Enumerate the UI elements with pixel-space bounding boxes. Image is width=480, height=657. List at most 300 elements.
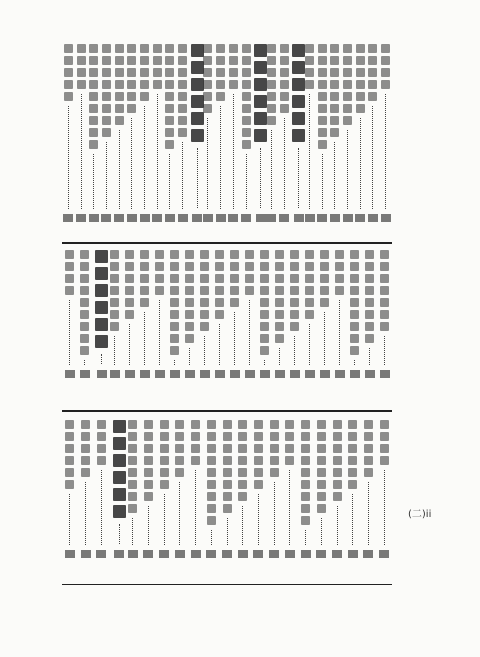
illegible-glyph (110, 286, 119, 295)
illegible-glyph (350, 274, 359, 283)
illegible-glyph (229, 80, 238, 89)
dotted-leader (339, 300, 340, 365)
illegible-glyph (153, 44, 162, 53)
dotted-leader (93, 154, 94, 209)
illegible-glyph (333, 492, 342, 501)
illegible-glyph (292, 112, 305, 125)
page-number (335, 370, 345, 378)
illegible-glyph (260, 310, 269, 319)
illegible-glyph (165, 104, 174, 113)
page-number (152, 214, 162, 222)
illegible-glyph (140, 92, 149, 101)
illegible-glyph (65, 468, 74, 477)
page-number (63, 214, 73, 222)
toc-entry-column (367, 44, 379, 222)
illegible-glyph (178, 80, 187, 89)
illegible-glyph (128, 468, 137, 477)
illegible-glyph (270, 420, 279, 429)
illegible-glyph (81, 456, 90, 465)
illegible-glyph (185, 274, 194, 283)
page-number (127, 214, 137, 222)
illegible-glyph (144, 456, 153, 465)
dotted-leader (242, 506, 243, 545)
illegible-glyph (165, 68, 174, 77)
illegible-glyph (160, 420, 169, 429)
illegible-glyph (207, 456, 216, 465)
illegible-glyph (301, 468, 310, 477)
illegible-glyph (65, 432, 74, 441)
toc-entry-column (289, 250, 301, 378)
page-number (260, 370, 270, 378)
illegible-glyph (113, 454, 126, 467)
illegible-glyph (170, 250, 179, 259)
illegible-glyph (97, 444, 106, 453)
illegible-glyph (125, 262, 134, 271)
illegible-glyph (280, 104, 289, 113)
dotted-leader (68, 106, 69, 209)
illegible-glyph (113, 505, 126, 518)
illegible-glyph (223, 480, 232, 489)
illegible-glyph (215, 250, 224, 259)
illegible-glyph (343, 80, 352, 89)
illegible-glyph (260, 262, 269, 271)
dotted-leader (369, 348, 370, 365)
illegible-glyph (318, 116, 327, 125)
dotted-leader (309, 324, 310, 365)
illegible-glyph (320, 274, 329, 283)
illegible-glyph (285, 456, 294, 465)
illegible-glyph (260, 322, 269, 331)
illegible-glyph (343, 44, 352, 53)
illegible-glyph (207, 480, 216, 489)
illegible-glyph (350, 322, 359, 331)
illegible-glyph (127, 68, 136, 77)
illegible-glyph (140, 262, 149, 271)
toc-heading-column (189, 44, 205, 222)
dotted-leader (305, 530, 306, 545)
illegible-glyph (80, 262, 89, 271)
dotted-leader (129, 324, 130, 365)
dotted-leader (211, 530, 212, 545)
illegible-glyph (140, 298, 149, 307)
toc-entry-column (347, 420, 359, 558)
illegible-glyph (170, 334, 179, 343)
page-number (155, 370, 165, 378)
illegible-glyph (215, 274, 224, 283)
dotted-leader (195, 470, 196, 545)
dotted-leader (334, 142, 335, 209)
illegible-glyph (89, 116, 98, 125)
illegible-glyph (245, 262, 254, 271)
illegible-glyph (348, 456, 357, 465)
illegible-glyph (80, 274, 89, 283)
toc-entry-column (364, 250, 376, 378)
dotted-leader (189, 348, 190, 365)
illegible-glyph (356, 92, 365, 101)
illegible-glyph (185, 262, 194, 271)
page-number (170, 370, 180, 378)
illegible-glyph (364, 432, 373, 441)
illegible-glyph (110, 310, 119, 319)
illegible-glyph (356, 56, 365, 65)
illegible-glyph (175, 456, 184, 465)
illegible-glyph (64, 68, 73, 77)
illegible-glyph (317, 432, 326, 441)
toc-entry-column (62, 44, 74, 222)
illegible-glyph (365, 250, 374, 259)
illegible-glyph (89, 80, 98, 89)
toc-entry-column (268, 420, 280, 558)
illegible-glyph (127, 80, 136, 89)
toc-entry-column (378, 420, 390, 558)
illegible-glyph (254, 432, 263, 441)
illegible-glyph (115, 104, 124, 113)
illegible-glyph (380, 444, 389, 453)
illegible-glyph (380, 250, 389, 259)
illegible-glyph (380, 456, 389, 465)
illegible-glyph (215, 262, 224, 271)
illegible-glyph (175, 420, 184, 429)
illegible-glyph (333, 444, 342, 453)
illegible-glyph (200, 298, 209, 307)
illegible-glyph (155, 250, 164, 259)
illegible-glyph (242, 140, 251, 149)
dotted-leader (169, 154, 170, 209)
toc-entry-column (174, 420, 186, 558)
dotted-leader (114, 336, 115, 365)
toc-band-middle (62, 250, 392, 400)
page-number (222, 550, 232, 558)
toc-entry-column (252, 420, 264, 558)
illegible-glyph (305, 286, 314, 295)
dotted-leader (204, 336, 205, 365)
illegible-glyph (65, 286, 74, 295)
illegible-glyph (216, 92, 225, 101)
illegible-glyph (77, 80, 86, 89)
illegible-glyph (368, 56, 377, 65)
toc-entry-column (316, 44, 328, 222)
dotted-leader (227, 518, 228, 545)
illegible-glyph (305, 310, 314, 319)
illegible-glyph (178, 56, 187, 65)
illegible-glyph (245, 250, 254, 259)
page-number (65, 550, 75, 558)
illegible-glyph (254, 44, 267, 57)
toc-entry-column (215, 44, 227, 222)
page-number (178, 214, 188, 222)
illegible-glyph (102, 80, 111, 89)
illegible-glyph (318, 44, 327, 53)
illegible-glyph (348, 468, 357, 477)
illegible-glyph (165, 128, 174, 137)
dotted-leader (219, 324, 220, 365)
illegible-glyph (65, 444, 74, 453)
illegible-glyph (364, 468, 373, 477)
illegible-glyph (125, 286, 134, 295)
illegible-glyph (223, 420, 232, 429)
illegible-glyph (140, 80, 149, 89)
illegible-glyph (350, 298, 359, 307)
illegible-glyph (275, 310, 284, 319)
illegible-glyph (242, 44, 251, 53)
illegible-glyph (368, 44, 377, 53)
illegible-glyph (330, 92, 339, 101)
toc-entry-column (184, 250, 196, 378)
illegible-glyph (80, 250, 89, 259)
page-number (285, 550, 295, 558)
page-number (101, 214, 111, 222)
illegible-glyph (155, 286, 164, 295)
illegible-glyph (254, 78, 267, 91)
illegible-glyph (230, 274, 239, 283)
illegible-glyph (254, 112, 267, 125)
illegible-glyph (380, 262, 389, 271)
illegible-glyph (333, 432, 342, 441)
illegible-glyph (128, 504, 137, 513)
illegible-glyph (242, 104, 251, 113)
illegible-glyph (64, 56, 73, 65)
dotted-leader (159, 300, 160, 365)
illegible-glyph (280, 92, 289, 101)
illegible-glyph (200, 274, 209, 283)
illegible-glyph (260, 334, 269, 343)
illegible-glyph (64, 92, 73, 101)
toc-entry-column (379, 250, 391, 378)
toc-entry-column (139, 44, 151, 222)
illegible-glyph (318, 140, 327, 149)
illegible-glyph (65, 262, 74, 271)
illegible-glyph (320, 262, 329, 271)
illegible-glyph (333, 480, 342, 489)
dotted-leader (322, 154, 323, 209)
toc-entry-column (64, 250, 76, 378)
illegible-glyph (290, 310, 299, 319)
illegible-glyph (223, 444, 232, 453)
illegible-glyph (97, 456, 106, 465)
illegible-glyph (229, 44, 238, 53)
page-number (215, 370, 225, 378)
illegible-glyph (191, 432, 200, 441)
illegible-glyph (290, 286, 299, 295)
illegible-glyph (102, 68, 111, 77)
illegible-glyph (178, 92, 187, 101)
illegible-glyph (230, 250, 239, 259)
illegible-glyph (330, 68, 339, 77)
illegible-glyph (230, 298, 239, 307)
illegible-glyph (333, 420, 342, 429)
page-number (316, 550, 326, 558)
illegible-glyph (128, 420, 137, 429)
page-number (185, 370, 195, 378)
illegible-glyph (113, 420, 126, 433)
dotted-leader (69, 494, 70, 545)
page-number (320, 370, 330, 378)
illegible-glyph (350, 250, 359, 259)
illegible-glyph (170, 298, 179, 307)
illegible-glyph (254, 468, 263, 477)
dotted-leader (101, 470, 102, 545)
illegible-glyph (80, 286, 89, 295)
illegible-glyph (260, 346, 269, 355)
illegible-glyph (365, 286, 374, 295)
illegible-glyph (238, 420, 247, 429)
toc-entry-column (315, 420, 327, 558)
page-number (143, 550, 153, 558)
illegible-glyph (77, 44, 86, 53)
illegible-glyph (317, 468, 326, 477)
dotted-leader (321, 518, 322, 545)
illegible-glyph (207, 492, 216, 501)
illegible-glyph (381, 80, 390, 89)
illegible-glyph (89, 92, 98, 101)
illegible-glyph (301, 516, 310, 525)
illegible-glyph (330, 56, 339, 65)
illegible-glyph (270, 468, 279, 477)
illegible-glyph (285, 432, 294, 441)
illegible-glyph (348, 432, 357, 441)
illegible-glyph (80, 310, 89, 319)
illegible-glyph (381, 44, 390, 53)
illegible-glyph (280, 68, 289, 77)
toc-entry-column (109, 250, 121, 378)
illegible-glyph (270, 444, 279, 453)
illegible-glyph (191, 95, 204, 108)
dotted-leader (234, 312, 235, 365)
illegible-glyph (115, 68, 124, 77)
illegible-glyph (305, 274, 314, 283)
illegible-glyph (365, 274, 374, 283)
illegible-glyph (356, 104, 365, 113)
illegible-glyph (175, 468, 184, 477)
dotted-leader (249, 300, 250, 365)
dotted-leader (197, 148, 198, 208)
illegible-glyph (343, 104, 352, 113)
illegible-glyph (160, 444, 169, 453)
dotted-leader (284, 118, 285, 209)
illegible-glyph (102, 104, 111, 113)
illegible-glyph (178, 128, 187, 137)
illegible-glyph (348, 480, 357, 489)
illegible-glyph (317, 444, 326, 453)
illegible-glyph (318, 56, 327, 65)
illegible-glyph (317, 492, 326, 501)
illegible-glyph (113, 471, 126, 484)
illegible-glyph (127, 56, 136, 65)
illegible-glyph (335, 274, 344, 283)
illegible-glyph (185, 298, 194, 307)
page-number (332, 550, 342, 558)
illegible-glyph (280, 56, 289, 65)
illegible-glyph (216, 56, 225, 65)
page-number (343, 214, 353, 222)
dotted-leader (174, 360, 175, 365)
dotted-leader (84, 360, 85, 365)
illegible-glyph (160, 432, 169, 441)
toc-entry-column (221, 420, 233, 558)
illegible-glyph (350, 286, 359, 295)
page-side-mark: (二)ii (408, 509, 432, 520)
illegible-glyph (128, 432, 137, 441)
illegible-glyph (242, 56, 251, 65)
illegible-glyph (191, 44, 204, 57)
page-number (97, 370, 107, 378)
illegible-glyph (125, 274, 134, 283)
illegible-glyph (185, 310, 194, 319)
illegible-glyph (301, 492, 310, 501)
toc-entry-column (126, 44, 138, 222)
illegible-glyph (229, 56, 238, 65)
illegible-glyph (140, 68, 149, 77)
illegible-glyph (350, 334, 359, 343)
illegible-glyph (223, 504, 232, 513)
illegible-glyph (238, 432, 247, 441)
toc-heading-column (111, 420, 127, 558)
illegible-glyph (64, 80, 73, 89)
page-number (301, 550, 311, 558)
toc-entry-column (304, 250, 316, 378)
illegible-glyph (364, 444, 373, 453)
toc-entry-column (158, 420, 170, 558)
illegible-glyph (260, 250, 269, 259)
toc-entry-column (205, 420, 217, 558)
toc-heading-column (94, 250, 110, 378)
illegible-glyph (207, 444, 216, 453)
illegible-glyph (330, 116, 339, 125)
illegible-glyph (280, 44, 289, 53)
illegible-glyph (292, 129, 305, 142)
toc-entry-column (80, 420, 92, 558)
illegible-glyph (115, 44, 124, 53)
illegible-glyph (238, 468, 247, 477)
illegible-glyph (170, 274, 179, 283)
page-number (241, 214, 251, 222)
toc-entry-column (278, 44, 290, 222)
illegible-glyph (270, 432, 279, 441)
illegible-glyph (191, 420, 200, 429)
page-number (330, 214, 340, 222)
page-number (256, 214, 266, 222)
illegible-glyph (160, 456, 169, 465)
dotted-leader (385, 94, 386, 209)
illegible-glyph (290, 250, 299, 259)
illegible-glyph (140, 286, 149, 295)
illegible-glyph (343, 68, 352, 77)
page-number (191, 550, 201, 558)
illegible-glyph (178, 116, 187, 125)
illegible-glyph (335, 250, 344, 259)
illegible-glyph (330, 80, 339, 89)
illegible-glyph (185, 286, 194, 295)
illegible-glyph (254, 95, 267, 108)
illegible-glyph (317, 480, 326, 489)
illegible-glyph (165, 140, 174, 149)
page-number (65, 370, 75, 378)
toc-entry-column (349, 250, 361, 378)
page-number (317, 214, 327, 222)
toc-entry-column (362, 420, 374, 558)
illegible-glyph (229, 68, 238, 77)
dotted-leader (324, 312, 325, 365)
illegible-glyph (275, 274, 284, 283)
page-number (165, 214, 175, 222)
illegible-glyph (110, 322, 119, 331)
toc-entry-column (177, 44, 189, 222)
toc-entry-column (237, 420, 249, 558)
illegible-glyph (127, 44, 136, 53)
illegible-glyph (115, 116, 124, 125)
page-number (96, 550, 106, 558)
dotted-leader (279, 348, 280, 365)
